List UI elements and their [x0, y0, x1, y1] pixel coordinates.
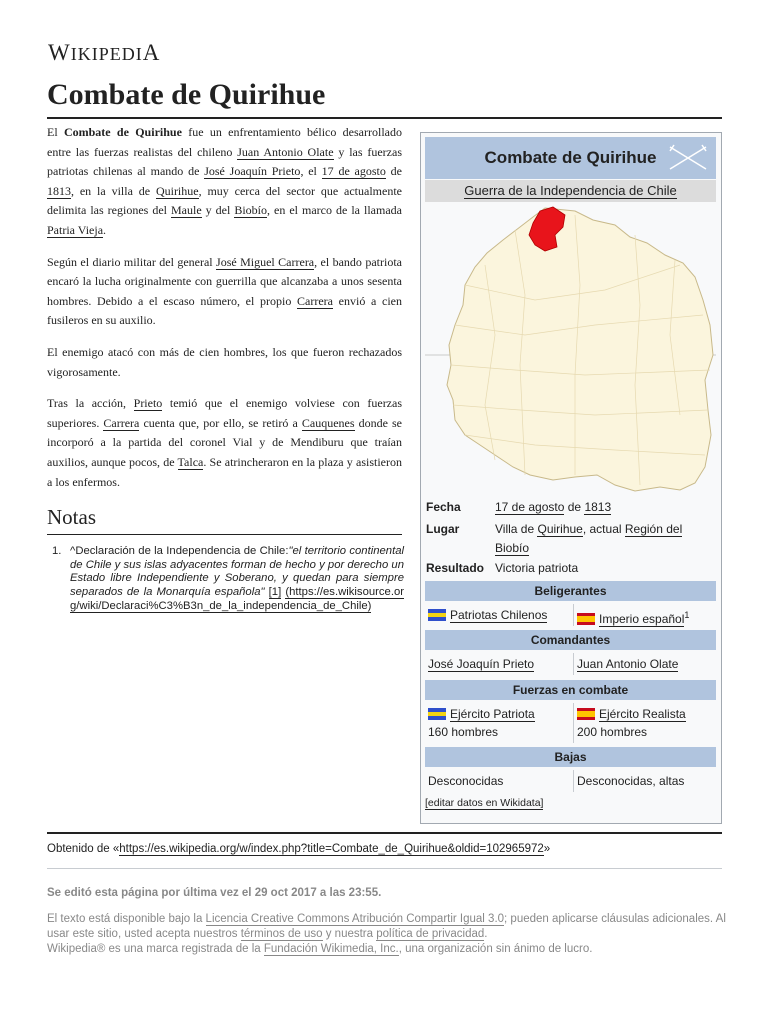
link-comandante-prieto[interactable]: José Joaquín Prieto — [428, 657, 535, 671]
logo-letters: IKIPEDI — [70, 44, 143, 64]
link-patria-vieja[interactable]: Patria Vieja — [47, 222, 104, 237]
text: Según el diario militar del general — [47, 254, 217, 269]
link-privacy[interactable]: política de privacidad — [376, 927, 485, 940]
paragraph-1 — [47, 123, 402, 241]
link-17-de-agosto[interactable]: 17 de agosto — [321, 164, 386, 179]
section-fuerzas: Fuerzas en combate — [425, 680, 716, 700]
logo-letter-w: W — [48, 40, 71, 65]
text: de — [385, 164, 402, 179]
footer-separator — [47, 868, 722, 869]
paragraph-3: El enemigo atacó con más de cien hombres, los que fueron rechazados vigorosamente. — [47, 344, 402, 379]
text: Obtenido de « — [47, 843, 120, 855]
note-ref-link[interactable]: [1] — [268, 586, 282, 599]
bold-title: Combate de Quirihue — [63, 125, 182, 139]
link-jose-miguel-carrera[interactable]: José Miguel Carrera — [216, 254, 315, 269]
section-comandantes: Comandantes — [425, 630, 716, 650]
logo-letter-a: A — [142, 40, 161, 65]
section-bajas: Bajas — [425, 747, 716, 767]
text: El — [47, 125, 64, 139]
link-ejercito-patriota[interactable]: Ejército Patriota — [450, 707, 535, 721]
text: , en el marco de la llamada — [267, 203, 402, 218]
text: , el — [300, 164, 322, 179]
paragraph-2 — [47, 253, 402, 331]
link-imperio-espanol[interactable]: Imperio español — [599, 612, 685, 626]
note-text: Declaración de la Independencia de Chile: — [75, 545, 289, 557]
region-outline — [447, 208, 713, 491]
text: , el bando patriota encaró la lucha originalmente con guerrilla que alcanzaba a unos sesenta hombres. Debido a el escaso número, el propio — [47, 254, 402, 308]
footnote-ref[interactable]: 1 — [684, 610, 690, 620]
beligerante-right — [577, 606, 689, 628]
link-juan-antonio-olate[interactable]: Juan Antonio Olate — [237, 144, 334, 159]
text: El texto está disponible bajo la — [47, 913, 206, 925]
lugar-label: Lugar — [426, 522, 460, 536]
retrieved-from — [47, 843, 550, 855]
link-comandante-olate[interactable]: Juan Antonio Olate — [577, 657, 679, 671]
link-guerra-independencia[interactable]: Guerra de la Independencia de Chile — [464, 183, 677, 198]
comandante-left — [428, 655, 534, 673]
edit-wikidata-link[interactable] — [425, 797, 543, 809]
infobox-subtitle[interactable] — [425, 180, 716, 202]
fuerzas-right — [577, 705, 686, 741]
text: , una organización sin ánimo de lucro. — [398, 942, 593, 955]
text: Villa de — [495, 522, 538, 536]
column-divider — [573, 703, 574, 743]
link-license[interactable]: Licencia Creative Commons Atribución Compartir Igual 3.0 — [205, 913, 505, 925]
text: donde se incorporó a la partida del coronel Vial y de Mendiburu que traían auxilios, aunque pocos, de — [47, 415, 402, 469]
text: y nuestra — [322, 927, 377, 940]
link-1813[interactable]: 1813 — [47, 183, 71, 198]
fuerzas-right-count: 200 hombres — [577, 725, 648, 739]
location-map — [425, 205, 716, 495]
row-lugar — [425, 520, 716, 558]
permalink[interactable]: https://es.wikipedia.org/w/index.php?title=Combate_de_Quirihue&oldid=102965972 — [119, 843, 544, 855]
text: temió que el enemigo volviese con fuerzas superiores. — [47, 396, 403, 430]
infobox-title: Combate de Quirihue — [484, 148, 657, 167]
column-divider — [573, 653, 574, 675]
link-quirihue[interactable]: Quirihue — [155, 183, 199, 198]
fuerzas-left-count: 160 hombres — [428, 725, 499, 739]
link-carrera[interactable]: Carrera — [297, 293, 333, 308]
paragraph-4 — [47, 394, 402, 492]
link-carrera-2[interactable]: Carrera — [103, 415, 140, 430]
link-prieto[interactable]: Prieto — [133, 396, 163, 411]
column-divider — [573, 770, 574, 792]
text: ; pueden aplicarse cláusulas adicionales. Al usar este sitio, usted acepta nuestros — [47, 913, 726, 940]
wikipedia-logo[interactable] — [48, 40, 160, 66]
resultado-value: Victoria patriota — [495, 561, 579, 575]
last-edited: Se editó esta página por última vez el 29 oct 2017 a las 23:55. — [47, 887, 382, 899]
infobox-header — [425, 137, 716, 179]
link-maule[interactable]: Maule — [171, 203, 202, 218]
link-cauquenes[interactable]: Cauquenes — [301, 415, 355, 430]
text: , actual — [582, 522, 625, 536]
title-divider — [47, 117, 722, 119]
text: , muy cerca del sector que actualmente delimita las regiones del — [47, 183, 402, 218]
text: de — [567, 500, 582, 514]
link-ejercito-realista[interactable]: Ejército Realista — [599, 707, 686, 721]
note-url-link[interactable]: (https://es.wikisource.org/wiki/Declaraci%C3%B3n_de_la_independencia_de_Chile) — [70, 586, 405, 612]
text: y del — [201, 203, 235, 218]
link-lugar-quirihue[interactable]: Quirihue — [537, 522, 583, 536]
flag-spain-icon — [577, 708, 595, 720]
infobox — [420, 132, 722, 824]
note-1 — [52, 545, 404, 614]
fuerzas-left — [428, 705, 535, 741]
flag-spain-icon — [577, 613, 595, 625]
article-body — [47, 123, 402, 504]
text: Tras la acción, — [47, 396, 134, 411]
comandante-right — [577, 655, 678, 673]
section-beligerantes: Beligerantes — [425, 581, 716, 601]
text: Wikipedia® es una marca registrada de la — [47, 942, 264, 955]
page-title: Combate de Quirihue — [47, 78, 326, 111]
bajas-left: Desconocidas — [428, 774, 504, 788]
text: » — [543, 843, 551, 855]
link-jose-joaquin-prieto[interactable]: José Joaquín Prieto — [204, 164, 301, 179]
link-fecha-dia[interactable]: 17 de agosto — [495, 500, 565, 514]
text: , en la villa de — [71, 183, 156, 198]
flag-patria-vieja-icon — [428, 609, 446, 621]
note-body — [70, 545, 404, 614]
license-text — [47, 912, 727, 956]
beligerante-left — [428, 606, 547, 624]
link-biobio[interactable]: Biobío — [234, 203, 268, 218]
note-number: 1. — [52, 545, 62, 557]
column-divider — [573, 604, 574, 626]
note-quote: "el territorio continental de Chile y sus islas adyacentes forman de hecho y por derecho un Estado libre Independiente y Soberano, y quedan para siempre separados de la Monarquía española" — [70, 545, 404, 599]
link-talca[interactable]: Talca — [177, 454, 204, 469]
text: . — [103, 222, 107, 237]
resultado-label: Resultado — [426, 561, 485, 575]
text: y las fuerzas patriotas chilenas al mando de — [47, 144, 402, 179]
text: cuenta que, por ello, se retiró a — [139, 415, 302, 430]
crossed-swords-icon — [668, 143, 708, 173]
link-patriotas-chilenos[interactable]: Patriotas Chilenos — [450, 608, 548, 622]
fecha-value — [495, 498, 715, 517]
section-heading-notas: Notas — [47, 505, 402, 535]
footer-divider — [47, 832, 722, 834]
flag-patria-vieja-icon — [428, 708, 446, 720]
text: fue un enfrentamiento bélico desarrollado entre las fuerzas realistas del chileno — [47, 125, 402, 159]
lugar-value — [495, 520, 715, 558]
link-terms[interactable]: términos de uso — [240, 927, 323, 940]
fecha-label: Fecha — [426, 500, 461, 514]
text: . Se atrincheraron en la plaza y asistieron a los enfermos. — [47, 454, 402, 489]
link-region-biobio[interactable]: Región del Biobío — [495, 522, 683, 555]
link-fecha-anio[interactable]: 1813 — [584, 500, 612, 514]
bajas-right: Desconocidas, altas — [577, 774, 685, 788]
note-backlink[interactable]: ^ — [70, 545, 76, 557]
text: . — [484, 927, 488, 940]
link-wikimedia-foundation[interactable]: Fundación Wikimedia, Inc. — [263, 942, 399, 955]
link-editar-wikidata[interactable]: [editar datos en Wikidata] — [425, 797, 544, 809]
text: envió a cien fusileros en su auxilio. — [47, 293, 402, 328]
